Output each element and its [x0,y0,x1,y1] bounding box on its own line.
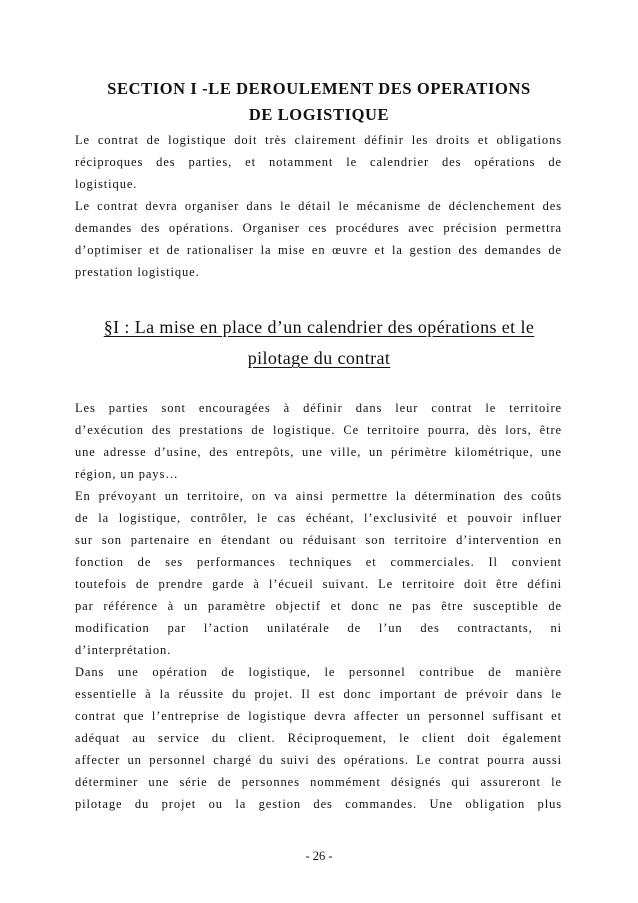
text-line: adéquat au service du client. Réciproquement, le client doit également [75,731,562,745]
text-line: région, un pays… [75,467,179,481]
text-line: pilotage du projet ou la gestion des commandes. Une obligation plus [75,797,562,811]
text-line: réciproques des parties, et notamment le calendrier des opérations de [75,155,562,169]
text-line: sur son partenaire en étendant ou réduisant son territoire d’intervention en [75,533,562,547]
text-line: Le contrat de logistique doit très clairement définir les droits et obligations [75,133,562,147]
text-line: affecter un personnel chargé du suivi des opérations. Le contrat pourra aussi [75,753,562,767]
text-line: par référence à un paramètre objectif et donc ne pas être susceptible de [75,599,562,613]
text-line: logistique. [75,177,138,191]
text-line: déterminer une série de personnes nommément désignés qui assureront le [75,775,562,789]
subsection-title [70,312,568,374]
text-line: une adresse d’usine, des entrepôts, une ville, un périmètre kilométrique, une [75,445,562,459]
text-line: toutefois de prendre garde à l’écueil suivant. Le territoire doit être défini [75,577,562,591]
text-line: contrat que l’entreprise de logistique devra affecter un personnel suffisant et [75,709,562,723]
intro-paragraphs [75,129,562,283]
text-line: Les parties sont encouragées à définir dans leur contrat le territoire [75,401,562,415]
text-line: d’exécution des prestations de logistique. Ce territoire pourra, dès lors, être [75,423,562,437]
subsection-title-line-2: pilotage du contrat [247,348,391,368]
section-title-line-1: SECTION I -LE DEROULEMENT DES OPERATIONS [107,79,531,98]
text-line: de la logistique, contrôler, le cas échéant, l’exclusivité et pouvoir influer [75,511,562,525]
section-title-line-2: DE LOGISTIQUE [248,105,390,124]
text-line: essentielle à la réussite du projet. Il est donc important de prévoir dans le [75,687,562,701]
text-line: d’interprétation. [75,643,172,657]
text-line: modification par l’action unilatérale de l’un des contractants, ni [75,621,562,635]
body-paragraphs [75,397,562,815]
text-line: En prévoyant un territoire, on va ainsi permettre la détermination des coûts [75,489,562,503]
text-line: demandes des opérations. Organiser ces procédures avec précision permettra [75,221,562,235]
text-line: Dans une opération de logistique, le personnel contribue de manière [75,665,562,679]
subsection-title-line-1: §I : La mise en place d’un calendrier des opérations et le [103,317,535,337]
text-line: fonction de ses performances techniques et commerciales. Il convient [75,555,562,569]
text-line: d’optimiser et de rationaliser la mise en œuvre et la gestion des demandes de [75,243,562,257]
section-title [60,76,578,128]
text-line: Le contrat devra organiser dans le détail le mécanisme de déclenchement des [75,199,562,213]
text-line: prestation logistique. [75,265,200,279]
page-number: - 26 - [305,849,333,863]
